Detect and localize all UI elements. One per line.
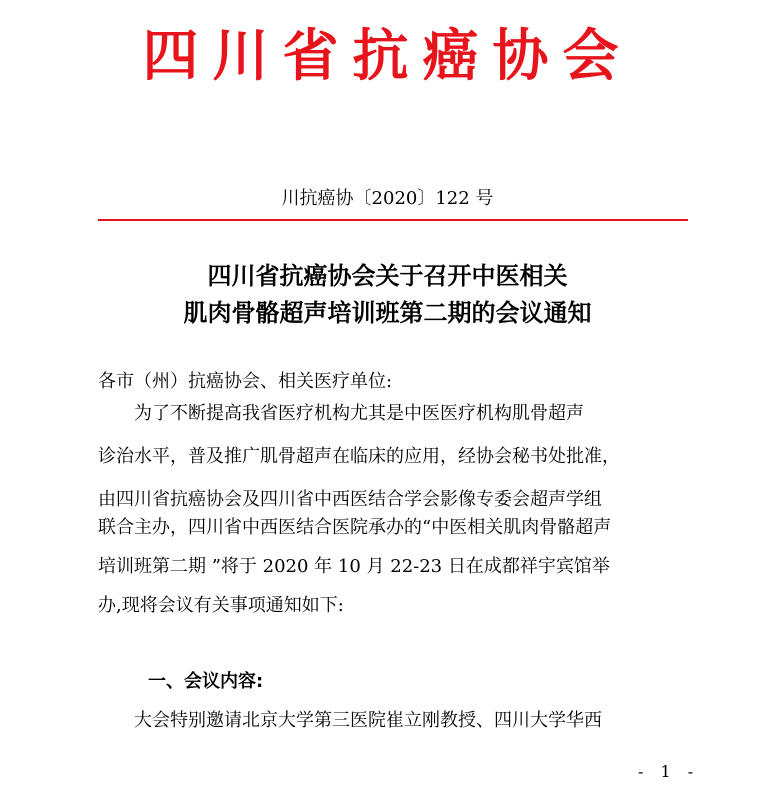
paragraph-line: 诊治水平，普及推广肌骨超声在临床的应用，经协会秘书处批准， (98, 446, 620, 467)
paragraph-line: 为了不断提高我省医疗机构尤其是中医医疗机构肌骨超声 (134, 403, 584, 424)
paragraph-line: 培训班第二期 ”将于 2020 年 10 月 22-23 日在成都祥宇宾馆举 (98, 556, 610, 577)
paragraph-line: 办,现将会议有关事项通知如下: (98, 595, 344, 616)
section-heading: 一、会议内容: (148, 671, 264, 692)
salutation: 各市（州）抗癌协会、相关医疗单位: (98, 371, 393, 392)
notice-title-line-2: 肌肉骨骼超声培训班第二期的会议通知 (183, 298, 592, 327)
paragraph-line: 联合主办，四川省中西医结合医院承办的“中医相关肌肉骨骼超声 (98, 517, 612, 538)
notice-title (0, 257, 775, 331)
red-divider-line (98, 219, 688, 221)
paragraph-line: 由四川省抗癌协会及四川省中西医结合学会影像专委会超声学组 (98, 489, 602, 510)
document-number: 川抗癌协〔2020〕122 号 (281, 188, 494, 209)
section-text-line: 大会特别邀请北京大学第三医院崔立刚教授、四川大学华西 (134, 710, 602, 731)
organization-title: 四川省抗癌协会 (142, 23, 633, 89)
notice-title-line-1: 四川省抗癌协会关于召开中医相关 (207, 261, 568, 290)
page-number: - 1 - (638, 762, 700, 781)
